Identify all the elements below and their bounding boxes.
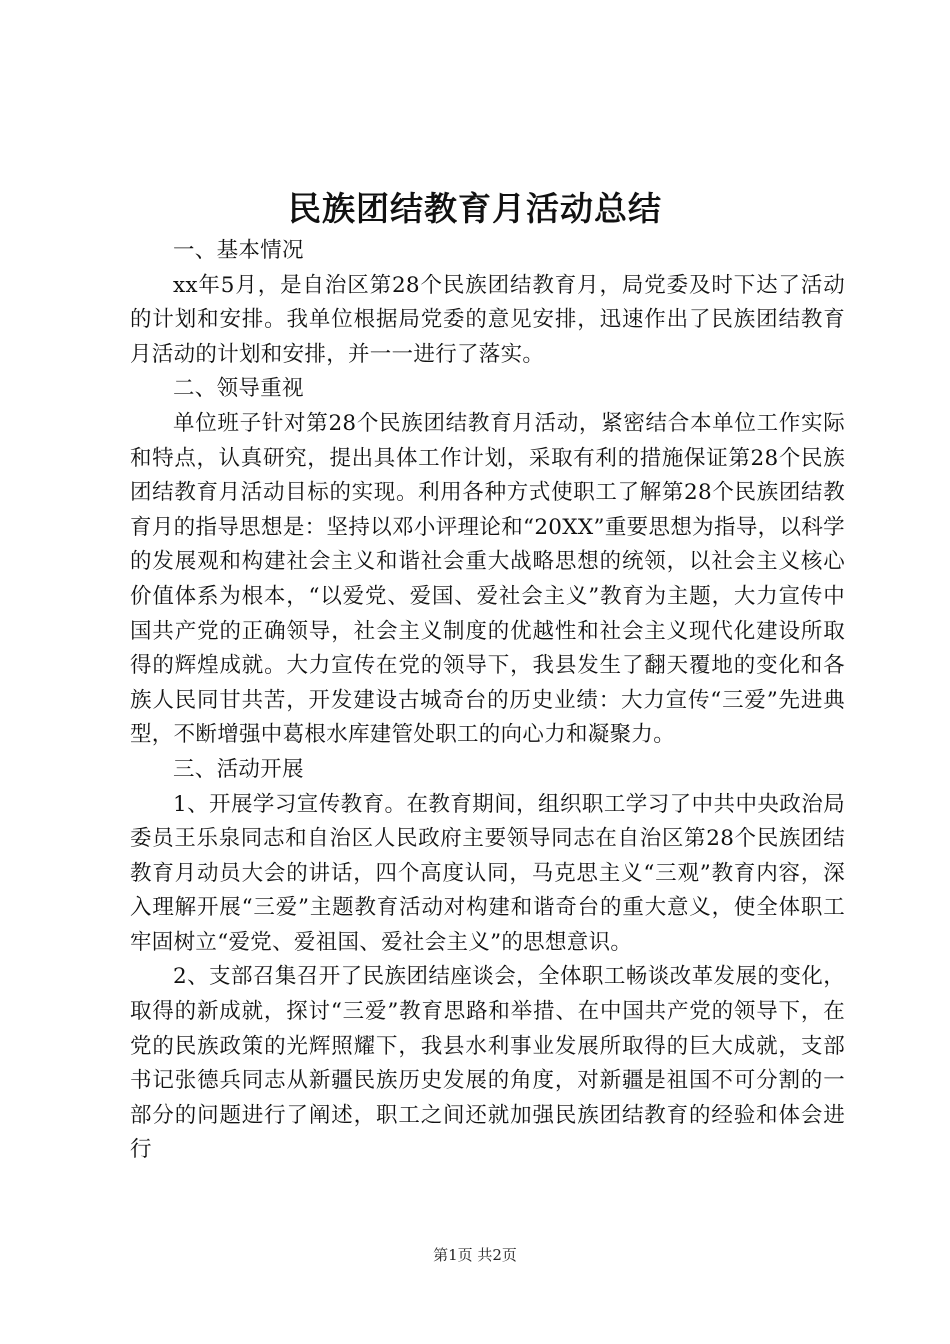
document-body <box>130 234 845 1168</box>
section-heading-basic-situation: 一、基本情况 <box>173 238 304 263</box>
section-heading-activities: 三、活动开展 <box>173 756 304 782</box>
paragraph-activity-1: 1、开展学习宣传教育。在教育期间，组织职工学习了中共中央政治局委员王乐泉同志和自治区人民政府主要领导同志在自治区第28个民族团结教育月动员大会的讲话，四个高度认同，马克思主义“三观”教育内容，深入理解开展“三爱”主题教育活动对构建和谐奇台的重大意义，使全体职工牢固树立“爱党、爱祖国、爱社会主义”的思想意识。 <box>130 791 845 955</box>
paragraph-leadership: 单位班子针对第28个民族团结教育月活动，紧密结合本单位工作实际和特点，认真研究，提出具体工作计划，采取有利的措施保证第28个民族团结教育月活动目标的实现。利用各种方式使职工了解第28个民族团结教育月的指导思想是：坚持以邓小评理论和“20XX”重要思想为指导，以科学的发展观和构建社会主义和谐社会重大战略思想的统领，以社会主义核心价值体系为根本，“以爱党、爱国、爱社会主义”教育为主题，大力宣传中国共产党的正确领导，社会主义制度的优越性和社会主义现代化建设所取得的辉煌成就。大力宣传在党的领导下，我县发生了翻天覆地的变化和各族人民同甘共苦，开发建设古城奇台的历史业绩：大力宣传“三爱”先进典型，不断增强中葛根水库建管处职工的向心力和凝聚力。 <box>130 410 845 748</box>
page-number-footer: 第1页 共2页 <box>433 1246 517 1264</box>
section-heading-leadership: 二、领导重视 <box>173 376 304 402</box>
paragraph-basic-situation: xx年5月，是自治区第28个民族团结教育月，局党委及时下达了活动的计划和安排。我单位根据局党委的意见安排，迅速作出了民族团结教育月活动的计划和安排，并一一进行了落实。 <box>130 272 845 367</box>
document-title: 民族团结教育月活动总结 <box>288 189 662 228</box>
paragraph-activity-2: 2、支部召集召开了民族团结座谈会，全体职工畅谈改革发展的变化，取得的新成就，探讨“三爱”教育思路和举措、在中国共产党的领导下，在党的民族政策的光辉照耀下，我县水利事业发展所取得的巨大成就，支部书记张德兵同志从新疆民族历史发展的角度，对新疆是祖国不可分割的一部分的问题进行了阐述，职工之间还就加强民族团结教育的经验和体会进行 <box>130 964 845 1163</box>
